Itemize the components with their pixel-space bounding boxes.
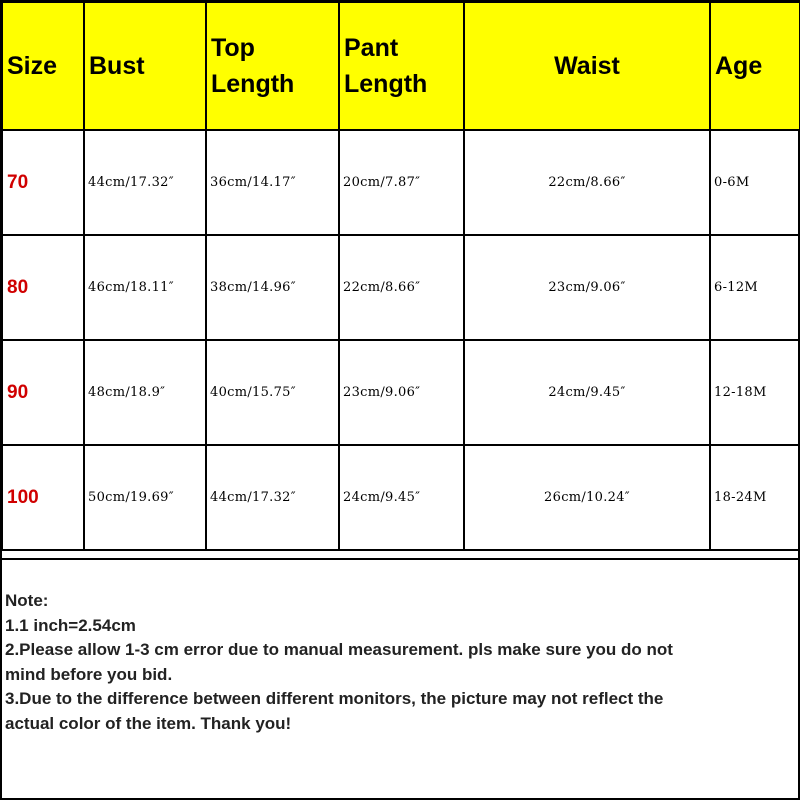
top-length-cell: 44cm/17.32″ [206, 445, 339, 550]
note-line-3a: 3.Due to the difference between different monitors, the picture may not reflect the [5, 689, 664, 708]
waist-cell: 22cm/8.66″ [464, 130, 710, 235]
header-top-line2: Length [211, 70, 295, 98]
note-title: Note: [5, 591, 49, 610]
header-pant-length [339, 2, 464, 130]
size-cell: 70 [2, 130, 84, 235]
header-row [2, 2, 800, 130]
size-cell: 90 [2, 340, 84, 445]
size-cell: 80 [2, 235, 84, 340]
bust-cell: 50cm/19.69″ [84, 445, 206, 550]
waist-cell: 23cm/9.06″ [464, 235, 710, 340]
pant-length-cell: 24cm/9.45″ [339, 445, 464, 550]
pant-length-cell: 22cm/8.66″ [339, 235, 464, 340]
table-row [2, 235, 800, 340]
table-row [2, 445, 800, 550]
table-row [2, 340, 800, 445]
pant-length-cell: 20cm/7.87″ [339, 130, 464, 235]
size-cell: 100 [2, 445, 84, 550]
age-cell: 0-6M [710, 130, 800, 235]
age-cell: 18-24M [710, 445, 800, 550]
top-length-cell: 40cm/15.75″ [206, 340, 339, 445]
size-chart-table [1, 1, 800, 551]
header-pant-line1: Pant [344, 34, 399, 62]
note-line-2b: mind before you bid. [5, 664, 173, 684]
table-row [2, 130, 800, 235]
bust-cell: 44cm/17.32″ [84, 130, 206, 235]
header-size: Size [2, 2, 84, 130]
note-line-1: 1.1 inch=2.54cm [5, 615, 136, 635]
note-line-3b: actual color of the item. Thank you! [5, 713, 292, 733]
notes-text [5, 589, 790, 736]
note-line-2a: 2.Please allow 1-3 cm error due to manual measurement. pls make sure you do not [5, 640, 673, 659]
header-bust: Bust [84, 2, 206, 130]
bust-cell: 48cm/18.9″ [84, 340, 206, 445]
header-age: Age [710, 2, 800, 130]
header-top-line1: Top [211, 34, 255, 62]
top-length-cell: 36cm/14.17″ [206, 130, 339, 235]
age-cell: 6-12M [710, 235, 800, 340]
waist-cell: 26cm/10.24″ [464, 445, 710, 550]
header-top-length [206, 2, 339, 130]
waist-cell: 24cm/9.45″ [464, 340, 710, 445]
age-cell: 12-18M [710, 340, 800, 445]
header-pant-line2: Length [344, 70, 428, 98]
header-waist: Waist [464, 2, 710, 130]
bust-cell: 46cm/18.11″ [84, 235, 206, 340]
top-length-cell: 38cm/14.96″ [206, 235, 339, 340]
pant-length-cell: 23cm/9.06″ [339, 340, 464, 445]
